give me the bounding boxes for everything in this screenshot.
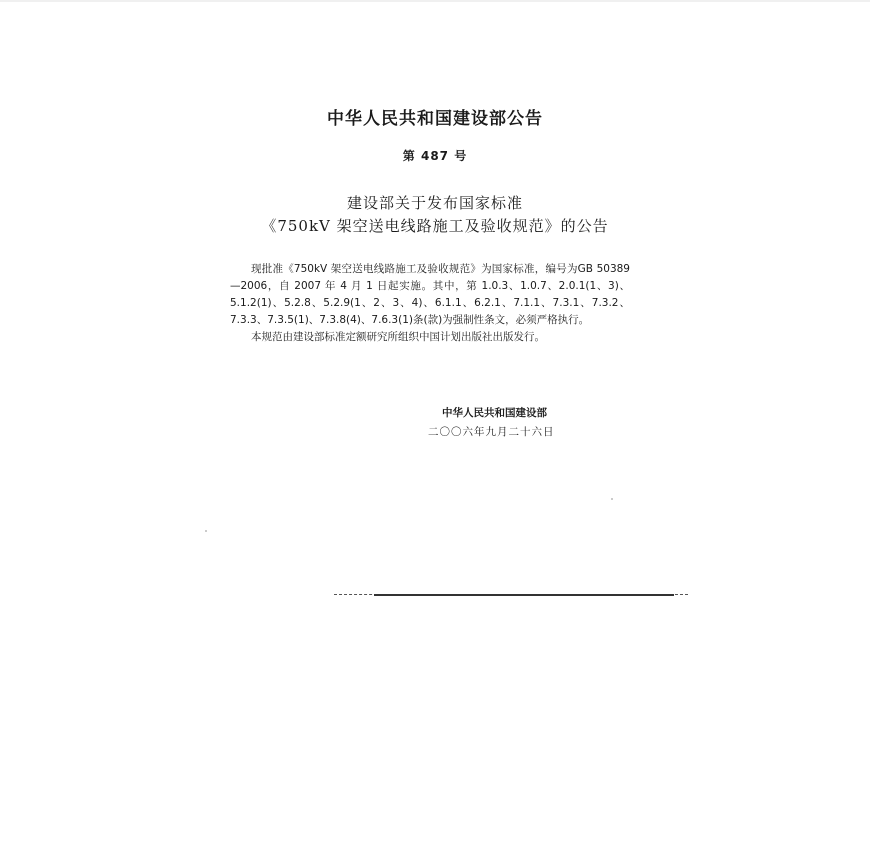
notice-title (190, 192, 680, 238)
notice-body (230, 261, 630, 346)
page-divider-solid-segment (374, 594, 674, 596)
page-divider-line (334, 594, 688, 596)
scan-speck (611, 498, 613, 500)
announcement-number: 第 487 号 (402, 149, 468, 163)
scan-edge (0, 0, 870, 2)
issue-date: 二〇〇六年九月二十六日 (428, 426, 555, 438)
announcement-header-title: 中华人民共和国建设部公告 (327, 109, 543, 129)
body-paragraph-2: 本规范由建设部标准定额研究所组织中国计划出版社出版发行。 (251, 331, 545, 343)
signature-block (428, 404, 628, 442)
notice-title-line-1: 建设部关于发布国家标准 (346, 194, 523, 212)
issuing-organization: 中华人民共和国建设部 (442, 407, 547, 419)
notice-title-line-2: 《750kV 架空送电线路施工及验收规范》的公告 (261, 217, 609, 235)
scan-speck (205, 530, 207, 532)
body-paragraph-1: 现批准《750kV 架空送电线路施工及验收规范》为国家标准，编号为GB 50389—2006，自 2007 年 4 月 1 日起实施。其中，第 1.0.3、1.0.7、2.0.1(1、3)、5.1.2(1)、5.2.8、5.2.9(1、2、3、4)、6.1.1、6.2.1、7.1.1、7.3.1、7.3.2、7.3.3、7.3.5(1)、7.3.8(4)、7.6.3(1)条(款)为强制性条文，必须严格执行。 (230, 263, 630, 326)
